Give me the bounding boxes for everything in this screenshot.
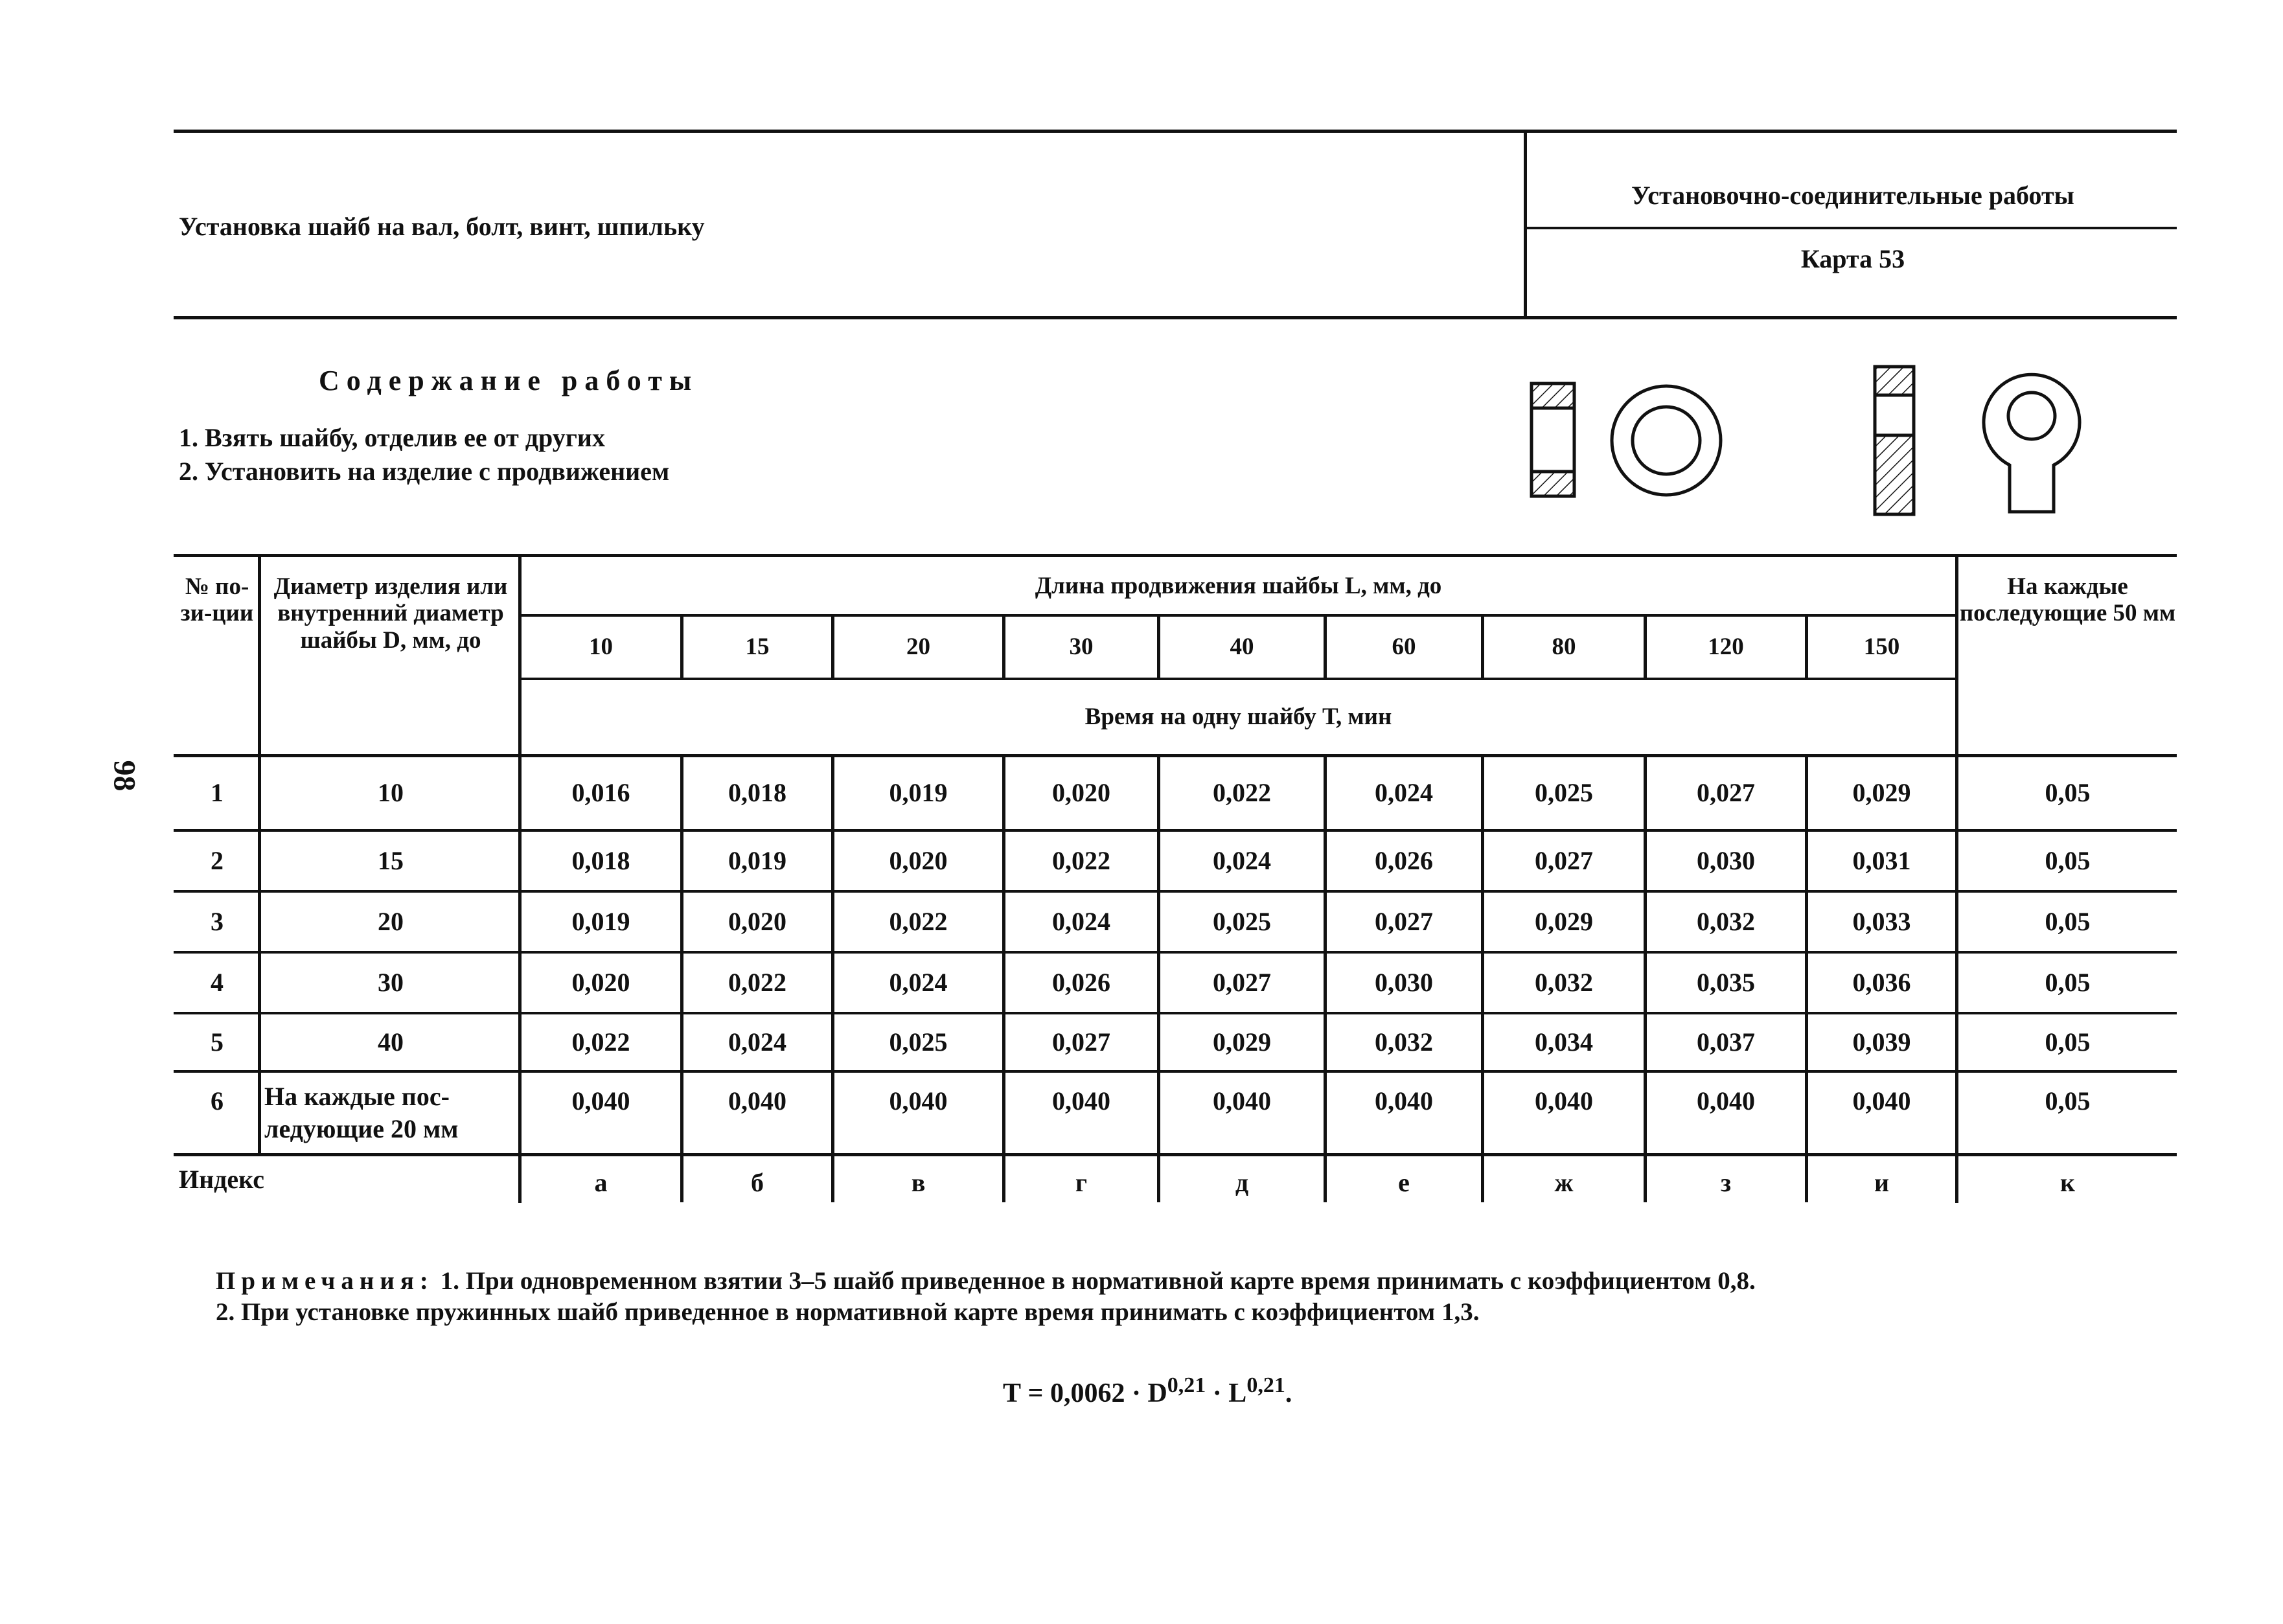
step-1: 1. Взять шайбу, отделив ее от других — [179, 423, 605, 452]
formula-base: Т = 0,0062 · D — [1003, 1378, 1167, 1408]
index-letter: и — [1874, 1168, 1890, 1197]
table-cell: 0,040 — [889, 1086, 948, 1115]
header-bottom-rule — [174, 316, 2177, 319]
table-cell: 0,030 — [1697, 846, 1755, 875]
header-time: Время на одну шайбу Т, мин — [1084, 703, 1392, 731]
table-cell: 0,040 — [1852, 1086, 1911, 1115]
row-each-50: 0,05 — [2045, 968, 2091, 997]
table-cell: 0,022 — [1213, 778, 1271, 807]
table-cell: 0,033 — [1852, 907, 1911, 936]
table-cell: 0,019 — [571, 907, 630, 936]
table-cell: 0,040 — [1213, 1086, 1271, 1115]
header-diameter: Диаметр изделия или внутренний диаметр шайбы D, мм, до — [273, 573, 508, 654]
header-right-rule — [1527, 227, 2177, 229]
table-cell: 0,025 — [1535, 778, 1593, 807]
note-1: 1. При одновременном взятии 3–5 шайб приведенное в нормативной карте время принимать с коэффициентом 0,8. — [440, 1267, 1756, 1295]
table-cell: 0,022 — [571, 1027, 630, 1057]
table-cell: 0,032 — [1375, 1027, 1433, 1057]
table-cell: 0,022 — [728, 968, 786, 997]
tab-washer-section-icon — [1875, 367, 1914, 514]
table-cell: 0,036 — [1852, 968, 1911, 997]
work-category: Установочно-соединительные работы — [1631, 181, 2074, 210]
flat-washer-plan-icon — [1612, 386, 1721, 495]
row-position: 2 — [211, 846, 224, 875]
length-80: 80 — [1552, 634, 1576, 661]
page-title: Установка шайб на вал, болт, винт, шпильку — [179, 212, 705, 241]
index-letter: з — [1720, 1168, 1732, 1197]
index-letter: е — [1398, 1168, 1410, 1197]
length-40: 40 — [1230, 634, 1254, 661]
table-cell: 0,027 — [1052, 1027, 1110, 1057]
table-cell: 0,029 — [1852, 778, 1911, 807]
section-title: Содержание работы — [319, 365, 699, 396]
table-cell: 0,022 — [889, 907, 948, 936]
row-each-50: 0,05 — [2045, 1086, 2091, 1115]
index-letter: к — [2059, 1168, 2076, 1197]
row-position: 1 — [211, 778, 224, 807]
row-diameter: 40 — [378, 1027, 404, 1057]
header-length-group: Длина продвижения шайбы L, мм, до — [1035, 573, 1442, 600]
col-rule-pos — [258, 555, 261, 1156]
table-cell: 0,040 — [571, 1086, 630, 1115]
table-cell: 0,022 — [1052, 846, 1110, 875]
index-letter: в — [911, 1168, 926, 1197]
length-60: 60 — [1392, 634, 1416, 661]
table-cell: 0,030 — [1375, 968, 1433, 997]
table-cell: 0,040 — [1375, 1086, 1433, 1115]
row-diameter: 30 — [378, 968, 404, 997]
table-cell: 0,025 — [1213, 907, 1271, 936]
washer-drawings — [1516, 356, 2099, 525]
table-cell: 0,040 — [1535, 1086, 1593, 1115]
table-cell: 0,039 — [1852, 1027, 1911, 1057]
table-cell: 0,027 — [1213, 968, 1271, 997]
note-2: 2. При установке пружинных шайб приведенное в нормативной карте время принимать с коэффициентом 1,3. — [216, 1298, 1480, 1326]
index-letter: ж — [1554, 1168, 1574, 1197]
table-cell: 0,034 — [1535, 1027, 1593, 1057]
table-cell: 0,027 — [1375, 907, 1433, 936]
table-cell: 0,037 — [1697, 1027, 1755, 1057]
flat-washer-section-icon — [1532, 383, 1574, 496]
table-cell: 0,016 — [571, 778, 630, 807]
length-10: 10 — [589, 634, 613, 661]
formula-mid: · L — [1206, 1378, 1247, 1408]
table-cell: 0,027 — [1535, 846, 1593, 875]
index-letter: д — [1235, 1168, 1249, 1197]
table-cell: 0,032 — [1697, 907, 1755, 936]
table-cell: 0,024 — [889, 968, 948, 997]
header-divider — [1524, 133, 1527, 317]
table-cell: 0,020 — [889, 846, 948, 875]
table-cell: 0,040 — [728, 1086, 786, 1115]
length-30: 30 — [1069, 634, 1094, 661]
header-position: № по-зи-ции — [180, 573, 254, 627]
row-each-50: 0,05 — [2045, 846, 2091, 875]
length-120: 120 — [1708, 634, 1744, 661]
row-each-50: 0,05 — [2045, 1027, 2091, 1057]
header-top-rule — [174, 130, 2177, 133]
row-diameter: 15 — [378, 846, 404, 875]
formula-exp-1: 0,21 — [1167, 1373, 1206, 1397]
table-cell: 0,024 — [1375, 778, 1433, 807]
table-cell: 0,019 — [889, 778, 948, 807]
table-cell: 0,029 — [1213, 1027, 1271, 1057]
notes-line-1 — [216, 1266, 1756, 1296]
index-label: Индекс — [179, 1165, 264, 1194]
table-cell: 0,025 — [889, 1027, 948, 1057]
table-cell: 0,029 — [1535, 907, 1593, 936]
row-position: 4 — [211, 968, 224, 997]
formula-end: . — [1285, 1378, 1292, 1408]
table-cell: 0,024 — [728, 1027, 786, 1057]
table-cell: 0,031 — [1852, 846, 1911, 875]
row-diameter: 20 — [378, 907, 404, 936]
notes-heading: Примечания: — [216, 1267, 434, 1295]
length-20: 20 — [906, 634, 930, 661]
table-cell: 0,020 — [571, 968, 630, 997]
table-top-rule — [174, 554, 2177, 557]
table-cell: 0,032 — [1535, 968, 1593, 997]
table-cell: 0,024 — [1052, 907, 1110, 936]
table-cell: 0,040 — [1697, 1086, 1755, 1115]
index-letter: а — [594, 1168, 608, 1197]
index-letter: б — [751, 1168, 764, 1197]
table-cell: 0,020 — [1052, 778, 1110, 807]
table-cell: 0,018 — [728, 778, 786, 807]
row-position: 5 — [211, 1027, 224, 1057]
header-each-50: На каждые последующие 50 мм — [1959, 573, 2176, 627]
table-cell: 0,035 — [1697, 968, 1755, 997]
row-diameter: 10 — [378, 778, 404, 807]
step-2: 2. Установить на изделие с продвижением — [179, 457, 670, 486]
table-cell: 0,018 — [571, 846, 630, 875]
table-cell: 0,024 — [1213, 846, 1271, 875]
formula-exp-2: 0,21 — [1246, 1373, 1285, 1397]
index-letter: г — [1075, 1168, 1088, 1197]
row-position: 3 — [211, 907, 224, 936]
length-150: 150 — [1863, 634, 1900, 661]
table-cell: 0,040 — [1052, 1086, 1110, 1115]
table-cell: 0,019 — [728, 846, 786, 875]
tab-washer-plan-icon — [1984, 374, 2080, 512]
row-each-50: 0,05 — [2045, 907, 2091, 936]
card-number: Карта 53 — [1800, 244, 1905, 273]
table-cell: 0,026 — [1052, 968, 1110, 997]
table-cell: 0,026 — [1375, 846, 1433, 875]
row-each-50: 0,05 — [2045, 778, 2091, 807]
table-cell: 0,027 — [1697, 778, 1755, 807]
formula — [1003, 1373, 1292, 1409]
row-diameter: На каждые пос-ледующие 20 мм — [264, 1082, 459, 1143]
page-number: 98 — [107, 760, 142, 792]
length-15: 15 — [745, 634, 770, 661]
table-cell: 0,020 — [728, 907, 786, 936]
row-position: 6 — [211, 1086, 224, 1115]
